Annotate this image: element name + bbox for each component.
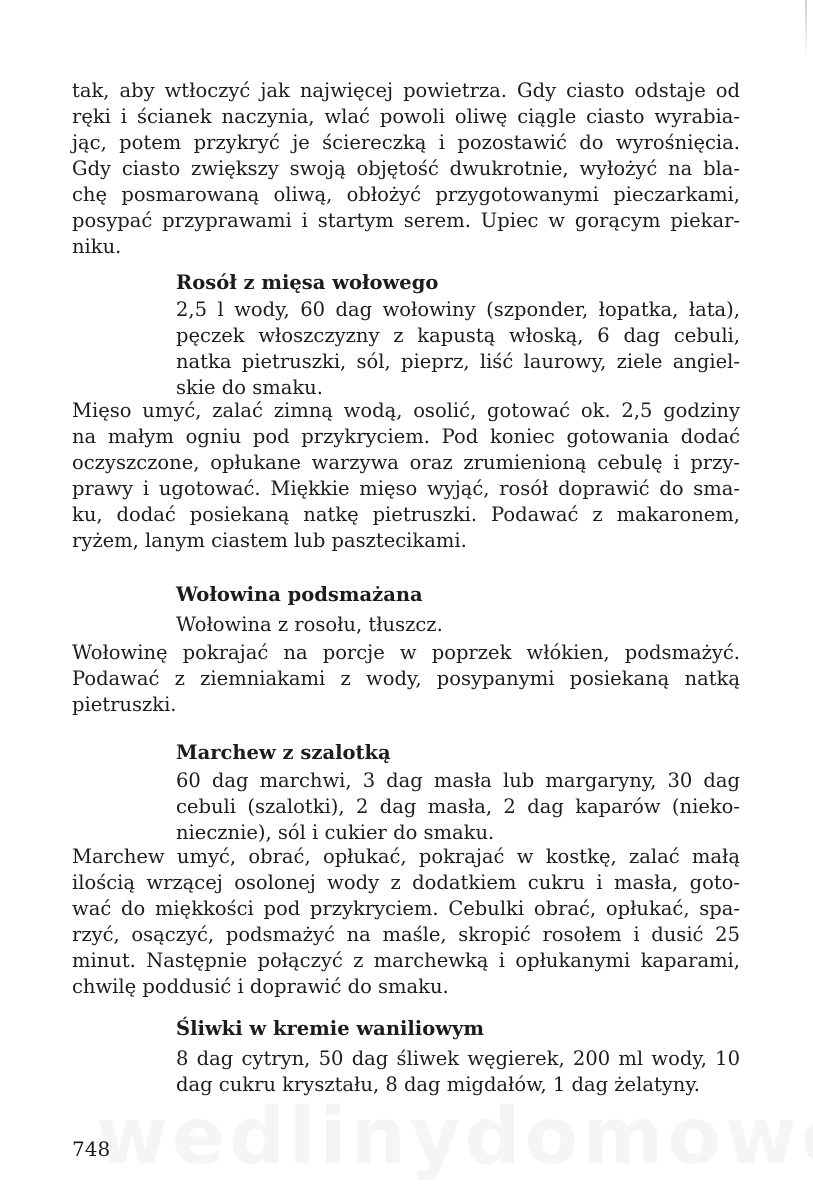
method-line: chwilę poddusić i doprawić do smaku.	[72, 975, 449, 998]
method-line: Wołowinę pokrajać na porcje w poprzek włókien, podsmażyć.	[72, 641, 740, 664]
recipe-ingredients-sliwki	[176, 1046, 740, 1098]
text-line: tak, aby wtłoczyć jak najwięcej powietrza. Gdy ciasto odstaje od	[72, 79, 740, 102]
method-line: ilością wrzącej osolonej wody z dodatkiem cukru i masła, goto-	[72, 871, 740, 894]
method-line: minut. Następnie połączyć z marchewką i opłukanymi kaparami,	[72, 949, 740, 972]
method-line: prawy i ugotować. Miękkie mięso wyjąć, rosół doprawić do sma-	[72, 477, 740, 500]
text-line: Gdy ciasto zwiększy swoją objętość dwukrotnie, wyłożyć na bla-	[72, 157, 740, 180]
recipe-ingredients-marchew	[176, 768, 740, 846]
scan-edge-shadow	[805, 0, 807, 60]
ingredient-line: 8 dag cytryn, 50 dag śliwek węgierek, 200 ml wody, 10	[176, 1047, 740, 1070]
method-line: rzyć, osączyć, podsmażyć na maśle, skropić rosołem i dusić 25	[72, 923, 740, 946]
text-line: niku.	[72, 235, 122, 258]
page-number: 748	[72, 1137, 111, 1161]
text-line: ręki i ścianek naczynia, wlać powoli oliwę ciągle ciasto wyrabia-	[72, 105, 740, 128]
ingredient-line: dag cukru kryształu, 8 dag migdałów, 1 dag żelatyny.	[176, 1073, 700, 1096]
recipe-method-marchew	[72, 844, 740, 1000]
method-line: na małym ogniu pod przykryciem. Pod koniec gotowania dodać	[72, 425, 740, 448]
ingredient-line: cebuli (szalotki), 2 dag masła, 2 dag kaparów (nieko-	[176, 795, 740, 818]
recipe-title-rosol: Rosół z mięsa wołowego	[176, 271, 439, 294]
recipe-title-sliwki: Śliwki w kremie waniliowym	[176, 1017, 484, 1040]
recipe-ingredients-wolowina	[176, 612, 740, 638]
method-line: Marchew umyć, obrać, opłukać, pokrajać w kostkę, zalać małą	[72, 845, 740, 868]
method-line: pietruszki.	[72, 693, 177, 716]
text-line: jąc, potem przykryć je ściereczką i pozostawić do wyrośnięcia.	[72, 131, 740, 154]
method-line: Podawać z ziemniakami z wody, posypanymi posiekaną natką	[72, 667, 740, 690]
recipe-ingredients-rosol	[176, 297, 740, 401]
recipe-method-rosol	[72, 398, 740, 554]
method-line: Mięso umyć, zalać zimną wodą, osolić, gotować ok. 2,5 godziny	[72, 399, 740, 422]
ingredient-line: Wołowina z rosołu, tłuszcz.	[176, 613, 443, 636]
recipe-title-marchew: Marchew z szalotką	[176, 741, 391, 764]
method-line: ku, dodać posiekaną natkę pietruszki. Podawać z makaronem,	[72, 503, 740, 526]
method-line: wać do miękkości pod przykryciem. Cebulki obrać, opłukać, spa-	[72, 897, 740, 920]
recipe-method-wolowina	[72, 640, 740, 718]
ingredient-line: niecznie), sól i cukier do smaku.	[176, 821, 495, 844]
method-line: ryżem, lanym ciastem lub pasztecikami.	[72, 529, 467, 552]
text-line: chę posmarowaną oliwą, obłożyć przygotowanymi pieczarkami,	[72, 183, 740, 206]
recipe-title-wolowina: Wołowina podsmażana	[176, 583, 423, 606]
opening-paragraph	[72, 78, 740, 260]
text-line: posypać przyprawami i startym serem. Upiec w gorącym piekar-	[72, 209, 740, 232]
watermark	[96, 1092, 813, 1182]
ingredient-line: natka pietruszki, sól, pieprz, liść laurowy, ziele angiel-	[176, 350, 740, 373]
ingredient-line: skie do smaku.	[176, 376, 323, 399]
ingredient-line: 60 dag marchwi, 3 dag masła lub margaryny, 30 dag	[176, 769, 740, 792]
ingredient-line: 2,5 l wody, 60 dag wołowiny (szponder, łopatka, łata),	[176, 298, 740, 321]
method-line: oczyszczone, opłukane warzywa oraz zrumienioną cebulę i przy-	[72, 451, 740, 474]
ingredient-line: pęczek włoszczyzny z kapustą włoską, 6 dag cebuli,	[176, 324, 740, 347]
